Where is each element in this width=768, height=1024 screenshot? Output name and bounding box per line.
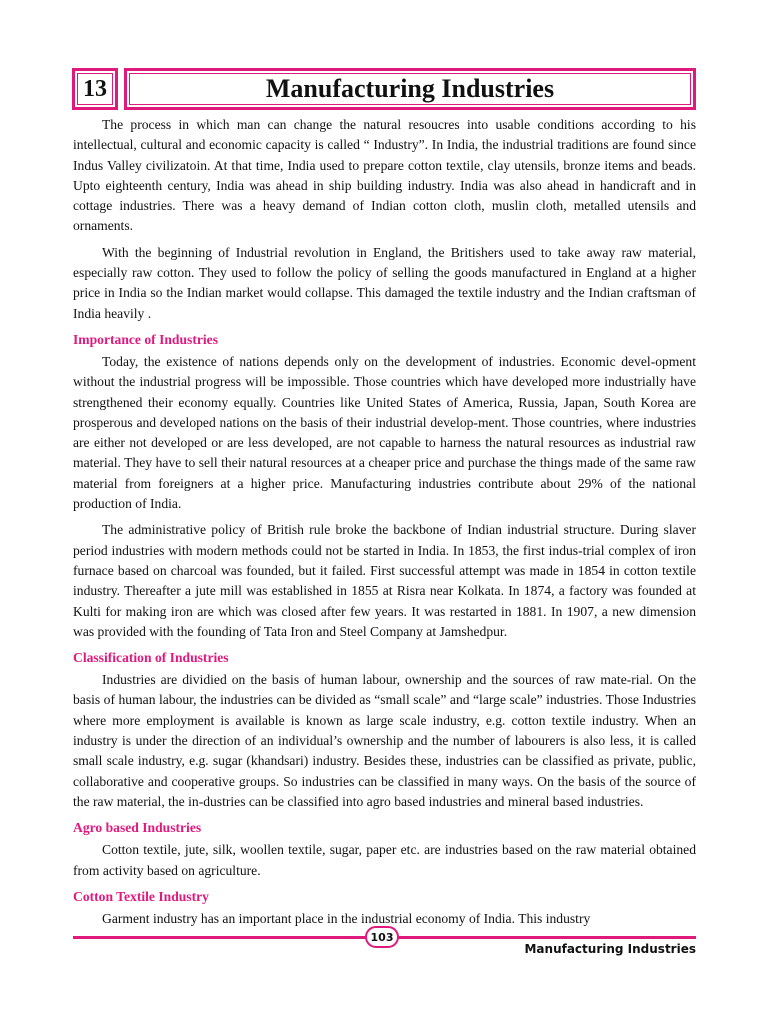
paragraph-classification: Industries are dividied on the basis of human labour, ownership and the sources of raw mate-rial. On the basis of human labour, the industries can be divided as “small scale” and “large scale” industries. Those Industries where more employment is available is known as large scale industry, e.g. cotton textile industry. When an industry is under the direction of an individual’s ownership and the number of labourers is also less, it is called small scale industry, e.g. sugar (khandsari) industry. Besides these, industries can be classified as private, public, collaborative and cooperative groups. So industries can be classified in many ways. On the basis of the source of the raw material, the in-dustries can be classified into agro based industries and mineral based industries. xyxy=(73,672,696,809)
page-body xyxy=(73,115,696,935)
chapter-title: Manufacturing Industries xyxy=(129,73,691,105)
heading-agro: Agro based Industries xyxy=(73,820,202,836)
chapter-title-box xyxy=(124,68,696,110)
heading-importance: Importance of Industries xyxy=(73,331,218,347)
paragraph-cotton: Garment industry has an important place in the industrial economy of India. This industry xyxy=(102,910,591,926)
chapter-header xyxy=(72,68,696,110)
paragraph-intro: The process in which man can change the natural resoucres into usable conditions according to his intellectual, cultural and economic capacity is called “ Industry”. In India, the industrial traditions are found since Indus Valley civilizatoin. At that time, India used to prepare cotton textile, clay utensils, bronze items and beads. Upto eighteenth century, India was ahead in ship building industry. India was also ahead in handicraft and in cottage industries. There was a heavy demand of Indian cotton cloth, muslin cloth, metalled utensils and ornaments. xyxy=(73,117,696,234)
page-number: 103 xyxy=(365,926,399,948)
page-footer xyxy=(73,922,696,962)
heading-cotton: Cotton Textile Industry xyxy=(73,888,209,904)
running-title: Manufacturing Industries xyxy=(524,942,696,956)
paragraph-agro: Cotton textile, jute, silk, woollen textile, sugar, paper etc. are industries based on the raw material obtained from activity based on agriculture. xyxy=(73,842,696,878)
paragraph-british-policy: The administrative policy of British rule broke the backbone of Indian industrial structure. During slaver period industries with modern methods could not be started in India. In 1853, the first indus-trial complex of iron furnace based on charcoal was founded, but it failed. First successful attempt was made in 1854 in cotton textile industry. Thereafter a jute mill was established in 1855 at Risra near Kolkata. In 1874, a factory was founded at Kulti for making iron are which was closed after few years. It was restarted in 1881. In 1907, a new dimension was provided with the founding of Tata Iron and Steel Company at Jamshedpur. xyxy=(73,522,696,639)
heading-classification: Classification of Industries xyxy=(73,650,229,666)
chapter-number-box xyxy=(72,68,118,110)
chapter-number: 13 xyxy=(77,73,113,105)
paragraph-importance: Today, the existence of nations depends only on the development of industries. Economic devel-opment without the industrial progress will be impossible. Those countries which have developed more industrially have strengthened their economy equally. Countries like United States of America, Russia, Japan, South Korea are prosperous and developed nations on the basis of their industrial develop-ment. Those countries, where industries are either not developed or are less developed, are not capable to harness the natural resources as industrial raw material. They have to sell their natural resources at a cheaper price and purchase the things made of the same raw material from foreigners at a higher price. Manufacturing industries contribute about 29% of the national production of India. xyxy=(73,353,696,512)
paragraph-industrial-revolution: With the beginning of Industrial revolution in England, the Britishers used to take away raw material, especially raw cotton. They used to follow the policy of selling the goods manufactured in England at a higher price in India so the Indian market would collapse. This damaged the textile industry and the Indian craftsman of India heavily . xyxy=(73,244,696,321)
